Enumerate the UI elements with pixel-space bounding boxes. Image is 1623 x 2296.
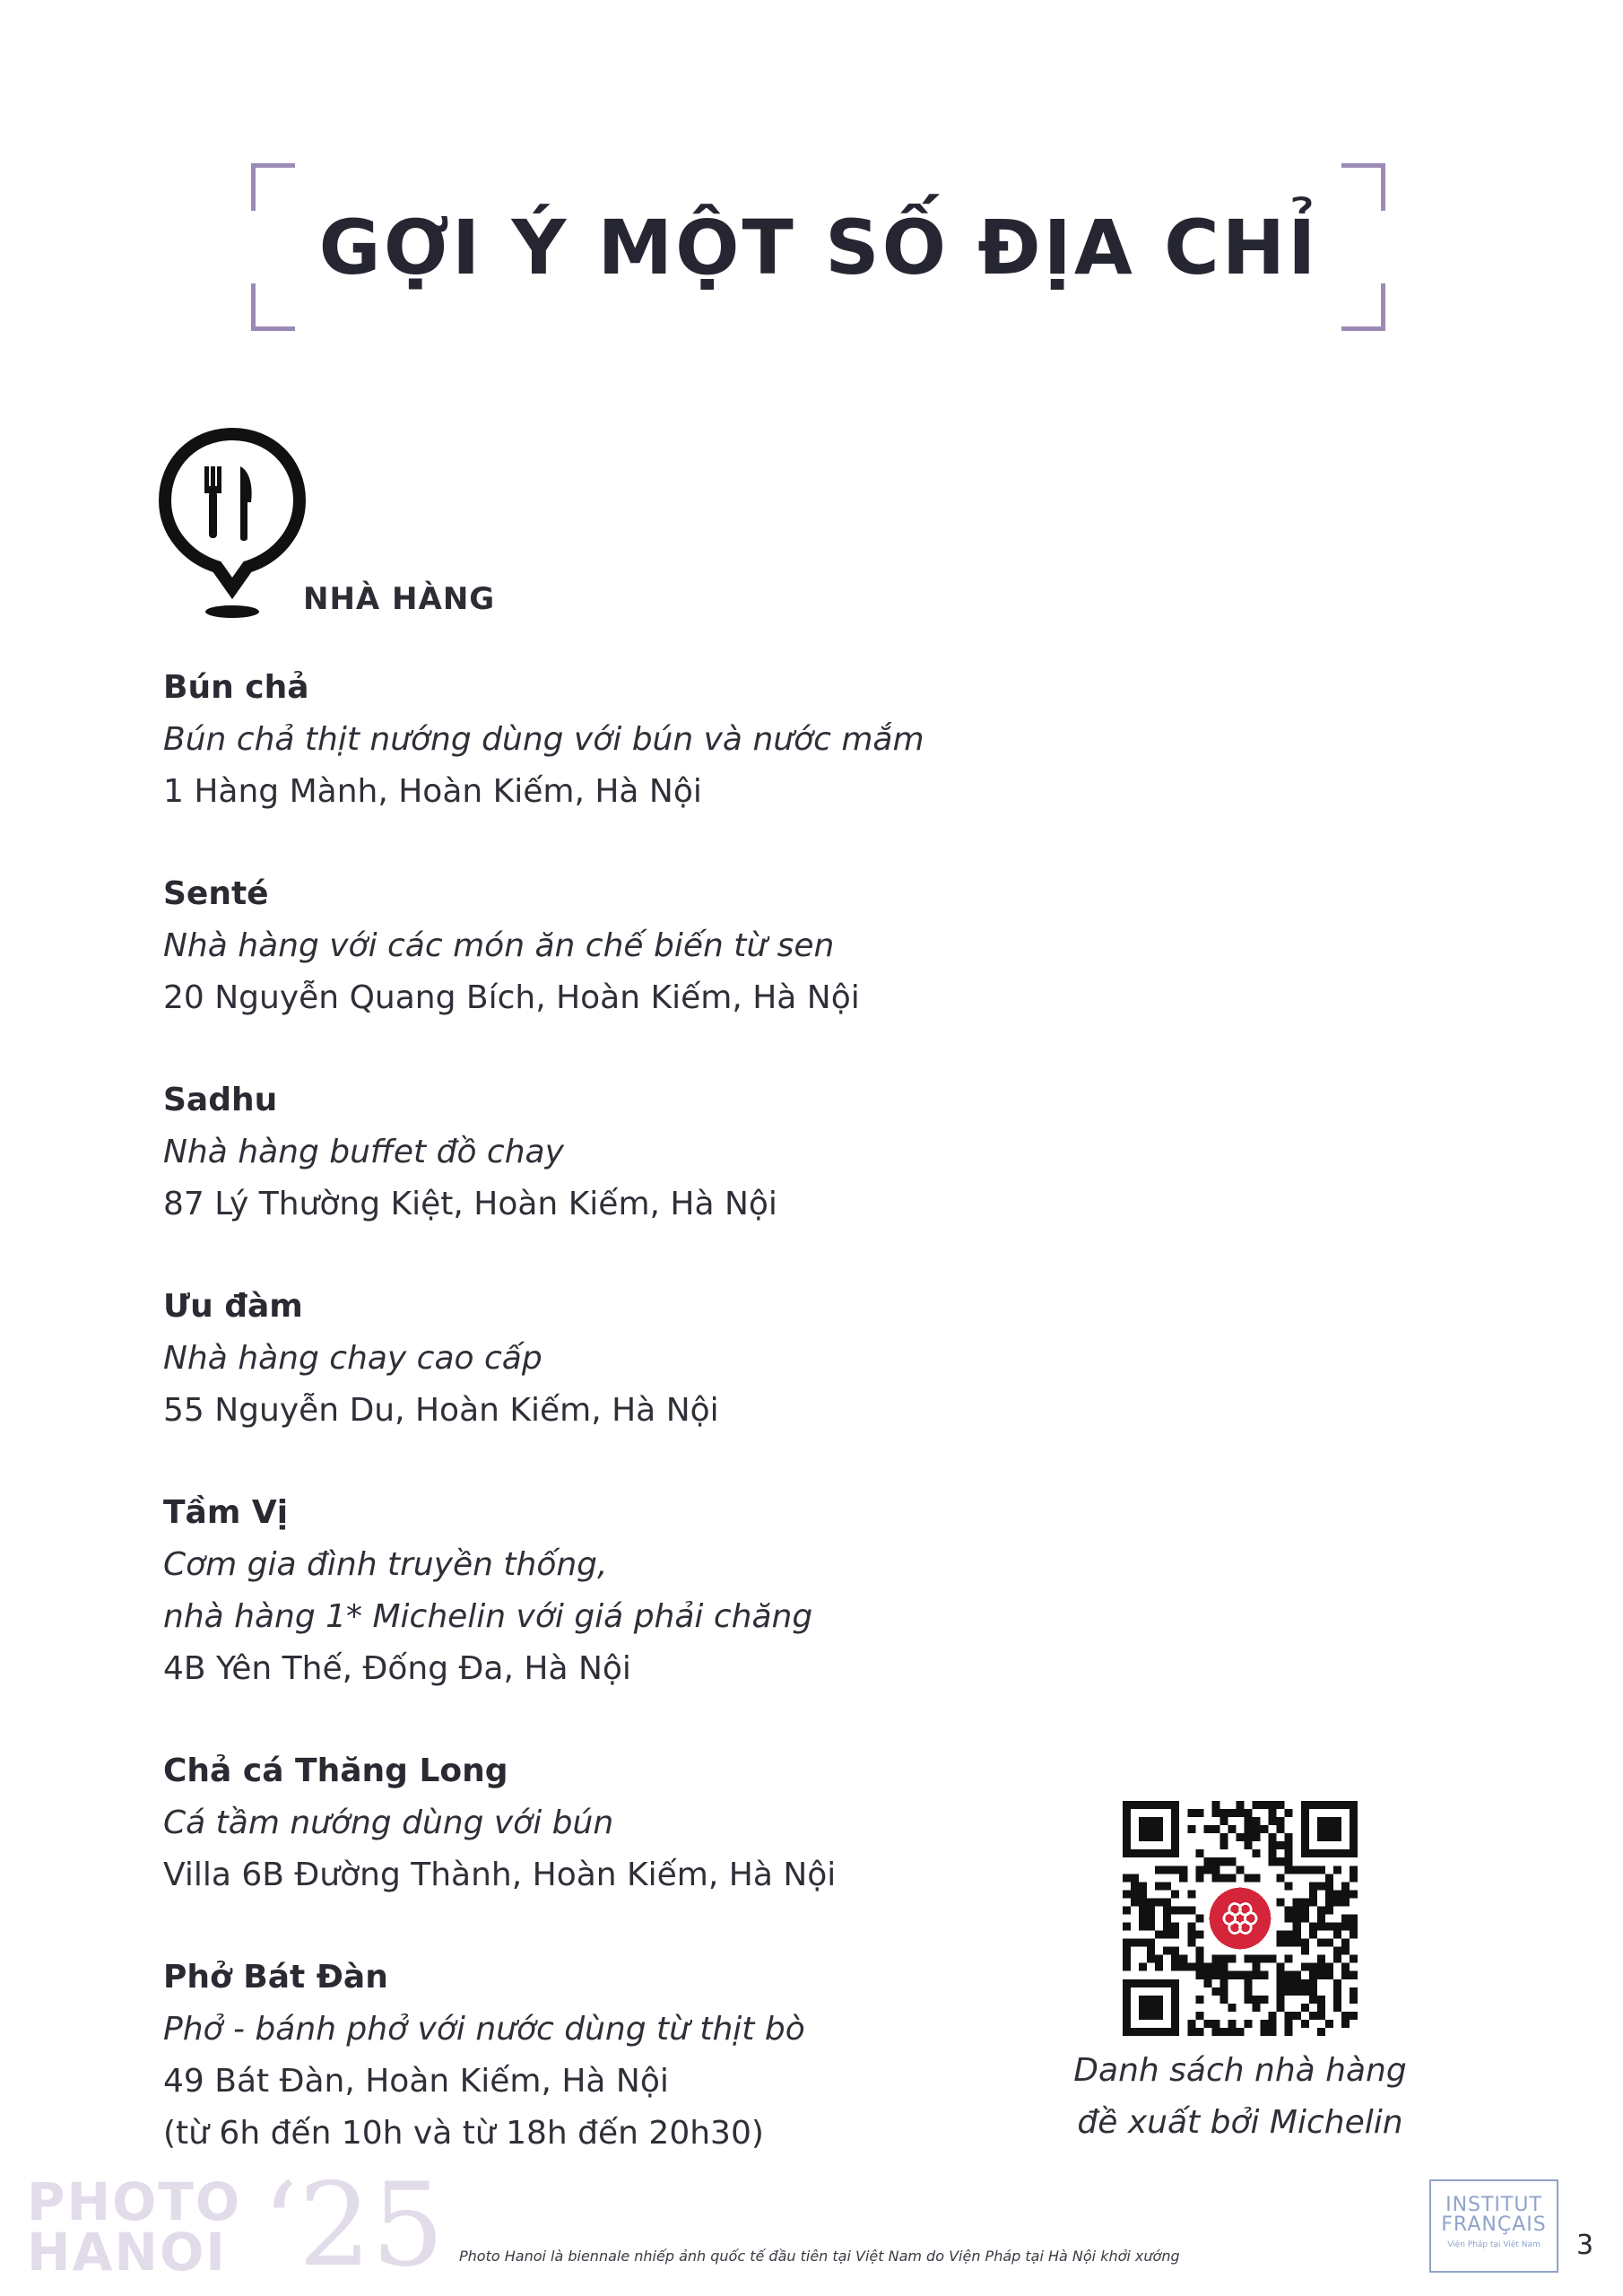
restaurant-name: Bún chả — [163, 669, 309, 706]
restaurant-pin-icon — [158, 427, 307, 624]
restaurant-name: Chả cá Thăng Long — [163, 1752, 508, 1789]
photo-hanoi-logo — [27, 2159, 448, 2292]
list-item — [163, 662, 1105, 818]
restaurant-address: 55 Nguyễn Du, Hoàn Kiếm, Hà Nội — [163, 1392, 719, 1429]
qr-caption — [1031, 2045, 1449, 2149]
restaurant-description: Cơm gia đình truyền thống, — [163, 1546, 608, 1583]
list-item — [163, 1745, 1105, 1901]
logo-year: ‘25 — [262, 2159, 445, 2292]
restaurant-address: 49 Bát Đàn, Hoàn Kiếm, Hà Nội — [163, 2063, 669, 2100]
restaurant-name: Senté — [163, 875, 269, 912]
restaurant-description: Cá tầm nướng dùng với bún — [163, 1805, 614, 1841]
list-item — [163, 1281, 1105, 1437]
restaurant-name: Tầm Vị — [163, 1494, 289, 1531]
qr-code-icon[interactable] — [1123, 1801, 1358, 2036]
restaurant-description: Nhà hàng chay cao cấp — [163, 1340, 542, 1377]
restaurant-address: 20 Nguyễn Quang Bích, Hoàn Kiếm, Hà Nội — [163, 979, 860, 1016]
list-item — [163, 1952, 1105, 2160]
restaurant-description: Nhà hàng với các món ăn chế biến từ sen — [163, 927, 835, 964]
restaurant-address: 1 Hàng Mành, Hoàn Kiếm, Hà Nội — [163, 773, 702, 810]
footer-note: Photo Hanoi là biennale nhiếp ảnh quốc tế đầu tiên tại Việt Nam do Viện Pháp tại Hà Nội khởi xướng — [459, 2248, 1180, 2265]
restaurant-description: nhà hàng 1* Michelin với giá phải chăng — [163, 1598, 813, 1635]
title-bracket-bottom-left — [251, 283, 295, 331]
restaurant-description: Bún chả thịt nướng dùng với bún và nước mắm — [163, 721, 924, 758]
qr-caption-line: Danh sách nhà hàng — [1073, 2052, 1407, 2089]
restaurant-name: Phở Bát Đàn — [163, 1959, 388, 1996]
title-bracket-top-left — [251, 163, 295, 211]
institut-logo-line1: INSTITUT — [1445, 2194, 1542, 2216]
logo-text-hanoi: HANOI — [27, 2222, 227, 2283]
institut-logo-line2: FRANÇAIS — [1441, 2213, 1547, 2236]
restaurant-description: Phở - bánh phở với nước dùng từ thịt bò — [163, 2011, 805, 2048]
section-label: NHÀ HÀNG — [303, 581, 496, 617]
list-item — [163, 1487, 1105, 1695]
institut-francais-logo — [1429, 2179, 1558, 2273]
restaurant-description: Nhà hàng buffet đồ chay — [163, 1134, 564, 1170]
restaurant-name: Ưu đàm — [163, 1288, 303, 1325]
qr-caption-line: đề xuất bởi Michelin — [1077, 2104, 1403, 2141]
restaurant-hours: (từ 6h đến 10h và từ 18h đến 20h30) — [163, 2115, 764, 2152]
restaurant-address: Villa 6B Đường Thành, Hoàn Kiếm, Hà Nội — [163, 1857, 837, 1893]
page-title: GỢI Ý MỘT SỐ ĐỊA CHỈ — [318, 204, 1319, 291]
page-number: 3 — [1576, 2230, 1594, 2261]
list-item — [163, 868, 1105, 1024]
restaurant-address: 4B Yên Thế, Đống Đa, Hà Nội — [163, 1650, 631, 1687]
list-item — [163, 1074, 1105, 1231]
title-bracket-bottom-right — [1341, 283, 1385, 331]
institut-logo-line3: Viện Pháp tại Việt Nam — [1447, 2240, 1541, 2249]
restaurant-address: 87 Lý Thường Kiệt, Hoàn Kiếm, Hà Nội — [163, 1186, 777, 1222]
logo-text-photo: PHOTO — [27, 2171, 242, 2232]
title-bracket-top-right — [1341, 163, 1385, 211]
restaurant-name: Sadhu — [163, 1082, 278, 1118]
restaurant-list — [163, 662, 1105, 2210]
